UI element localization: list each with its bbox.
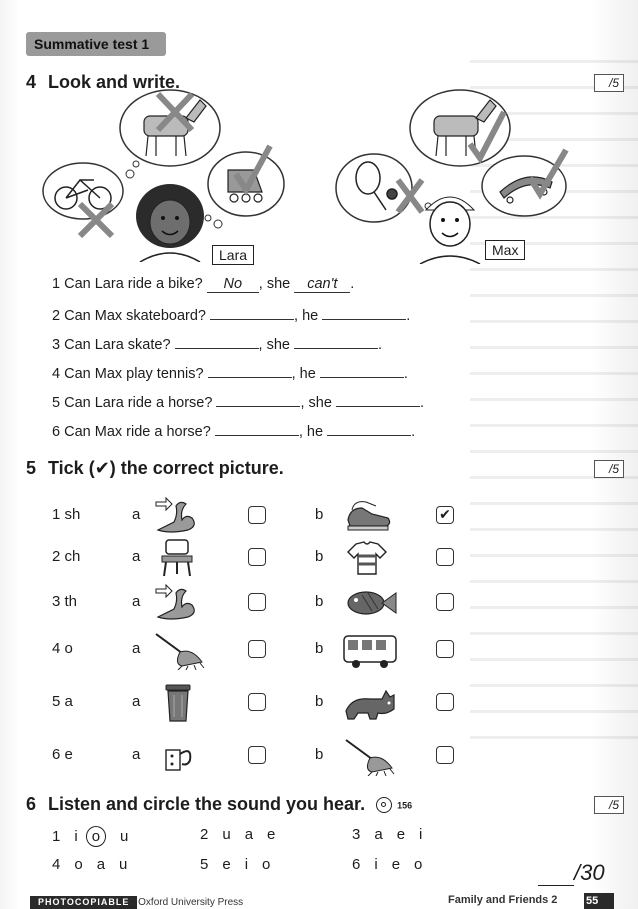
option-b-label: b [315,593,324,610]
row-label: 4 o [52,640,73,657]
sound-item [200,856,284,873]
answer-blank[interactable] [215,419,299,436]
cat-icon [342,683,398,723]
question-2: 2 Can Max skateboard? , he . [52,303,410,323]
tick-row [52,538,472,578]
option-b-label: b [315,506,324,523]
question-6: 6 Can Max ride a horse? , he . [52,419,415,439]
sound-option[interactable]: u [120,828,129,845]
checkbox-a[interactable] [248,640,266,658]
section-6-title: 6 Listen and circle the sound you hear. 156 [26,794,413,814]
option-b-label: b [315,640,324,657]
sound-item-number: 1 [52,828,61,845]
tick-row [52,583,472,623]
row-label: 6 e [52,746,73,763]
sound-option[interactable]: e [396,826,406,843]
option-a-label: a [132,506,141,523]
sound-item-number: 3 [352,826,361,843]
answer-blank[interactable] [208,361,292,378]
max-boy-icon [420,197,480,264]
option-b-label: b [315,746,324,763]
section-6-score-box: /5 [594,796,624,814]
sound-item [200,826,289,843]
photocopiable-tag: PHOTOCOPIABLE [30,896,137,909]
question-4: 4 Can Max play tennis? , he . [52,361,408,381]
sound-option[interactable]: a [374,826,383,843]
row-label: 2 ch [52,548,81,565]
checkbox-a[interactable] [248,506,266,524]
chair-icon [152,538,208,578]
cd-icon [376,797,392,813]
track-number: 156 [397,800,413,811]
max-illustration [330,88,570,264]
sound-option[interactable]: o [74,856,83,873]
checkbox-b[interactable] [436,548,454,566]
row-label: 1 sh [52,506,81,523]
option-b-label: b [315,548,324,565]
question-5: 5 Can Lara ride a horse? , she . [52,390,424,410]
question-3: 3 Can Lara skate? , she . [52,332,382,352]
sound-item [52,826,142,847]
series-name: Family and Friends 2 [448,894,558,906]
checkbox-a[interactable] [248,593,266,611]
sound-option[interactable]: o [262,856,271,873]
option-a-label: a [132,693,141,710]
section-5-title: 5 Tick (✔) the correct picture. [26,458,284,478]
summative-test-tab: Summative test 1 [26,32,166,56]
checkbox-b[interactable] [436,593,454,611]
fish-icon [342,583,398,623]
answer-blank[interactable] [175,332,259,349]
sound-option[interactable]: u [119,856,128,873]
checkbox-a[interactable] [248,693,266,711]
sound-option[interactable]: i [74,828,78,845]
row-label: 5 a [52,693,73,710]
sound-option[interactable]: i [374,856,378,873]
bus-icon [342,630,398,670]
sound-option[interactable]: e [267,826,276,843]
answer-blank[interactable] [336,390,420,407]
bin-icon [152,683,208,723]
answer-blank[interactable] [294,332,378,349]
sound-item [352,856,436,873]
option-a-label: a [132,593,141,610]
checkbox-a[interactable] [248,746,266,764]
answer-blank[interactable] [322,303,406,320]
swan-icon [152,496,208,536]
option-a-label: a [132,548,141,565]
page-number: 55 [586,895,599,907]
section-4-title: 4 Look and write. [26,72,181,92]
answer-blank[interactable]: No [207,276,259,293]
sound-option[interactable]: o [414,856,423,873]
mop-icon [342,736,398,776]
sound-option[interactable]: a [244,826,254,843]
option-a-label: a [132,746,141,763]
copyright-text: © Oxford University Press [128,897,244,908]
sound-option[interactable]: u [222,826,231,843]
sound-item-number: 5 [200,856,209,873]
answer-blank[interactable] [320,361,404,378]
swan-icon [152,583,208,623]
row-label: 3 th [52,593,78,610]
option-a-label: a [132,640,141,657]
sound-item [352,826,436,843]
sound-option[interactable]: e [391,856,401,873]
question-1: 1 Can Lara ride a bike? No , she can't . [52,276,355,292]
max-name-label: Max [485,240,525,260]
checkbox-b[interactable] [436,746,454,764]
total-score: /30 [538,860,605,886]
shirt-icon [342,538,398,578]
answer-blank[interactable] [210,303,294,320]
lara-illustration [40,86,290,262]
sound-option[interactable]: a [96,856,106,873]
answer-blank[interactable] [216,390,300,407]
tick-row [52,683,472,723]
lara-girl-icon [136,184,204,262]
tick-row [52,496,472,536]
answer-blank[interactable]: can't [294,276,350,293]
shoes-icon [342,496,398,536]
sound-item-number: 6 [352,856,361,873]
sound-item-number: 2 [200,826,209,843]
section-5-score-box: /5 [594,460,624,478]
sound-item [52,856,141,873]
hook-icon [152,736,208,776]
tick-row [52,630,472,670]
section-4-score-box: /5 [594,74,624,92]
checkbox-a[interactable] [248,548,266,566]
sound-item-number: 4 [52,856,61,873]
sound-option[interactable]: e [222,856,231,873]
mop-icon [152,630,208,670]
total-blank[interactable] [538,867,574,886]
checkbox-b[interactable] [436,693,454,711]
answer-blank[interactable] [327,419,411,436]
option-b-label: b [315,693,324,710]
tick-row [52,736,472,776]
lara-name-label: Lara [212,245,254,265]
sound-option[interactable]: i [244,856,249,873]
sound-option[interactable]: i [419,826,423,843]
checkbox-b[interactable]: ✔ [436,506,454,524]
sound-option[interactable]: o [86,826,106,847]
checkbox-b[interactable] [436,640,454,658]
